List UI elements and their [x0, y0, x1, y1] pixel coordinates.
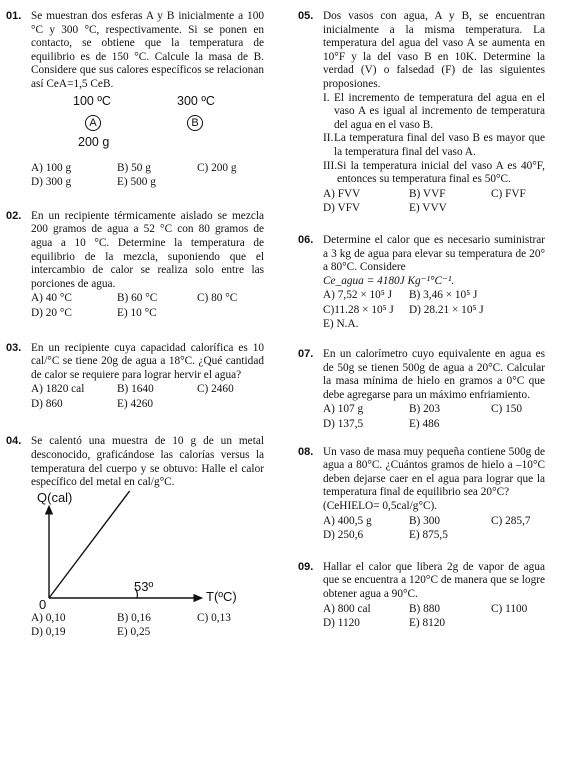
temp-a-label: 100 ºC [73, 93, 111, 108]
options-list [31, 292, 264, 320]
heat-vs-temperature-graph [31, 491, 264, 611]
question-3 [6, 342, 264, 412]
option-d[interactable]: D) 0,19 [31, 626, 66, 639]
temp-b-label: 300 ºC [177, 93, 215, 108]
question-text: En un calorímetro cuyo equivalente en agua es de 50g se tienen 500g de agua a 20°C. Calcular la masa mínima de hielo en gramos a 0°C que debe agregarse para un máximo enfriamiento. [323, 348, 545, 401]
question-5 [298, 10, 545, 216]
option-e[interactable]: E) 0,25 [117, 626, 151, 639]
option-b[interactable]: B) 880 [409, 602, 441, 615]
mass-label: 200 g [78, 134, 110, 149]
option-c[interactable]: C) 80 °C [197, 292, 238, 305]
option-d[interactable]: D) 860 [31, 397, 63, 410]
option-a[interactable]: A) 100 g [31, 161, 72, 174]
question-number: 08. [298, 445, 314, 458]
option-a[interactable]: A) 400,5 g [323, 514, 372, 527]
question-number: 05. [298, 10, 314, 22]
question-number: 03. [6, 341, 22, 354]
option-e[interactable]: E) 10 °C [117, 306, 157, 319]
option-b[interactable]: B) 1640 [117, 383, 154, 396]
question-number: 01. [6, 10, 22, 22]
question-9 [298, 561, 545, 631]
question-1 [6, 10, 264, 190]
option-e[interactable]: E) 8120 [409, 617, 446, 630]
option-c[interactable]: C) 150 [491, 403, 523, 416]
option-d[interactable]: D) VFV [323, 202, 361, 215]
angle-label: 53º [134, 578, 154, 594]
sphere-b: B [187, 115, 203, 131]
option-b[interactable]: B) 60 °C [117, 292, 158, 305]
y-axis-label: Q(cal) [37, 489, 73, 505]
proposition-3: III. Si la temperatura inicial del vaso A es 40°F, entonces su temperatura final es 50°C. [323, 159, 545, 186]
question-number: 02. [6, 209, 22, 222]
specific-heat-formula: Ce_agua = 4180J Kg⁻¹°C⁻¹. [323, 274, 455, 287]
option-a[interactable]: A) 800 cal [323, 602, 371, 615]
option-b[interactable]: B) 50 g [117, 161, 151, 174]
question-text: Se calentó una muestra de 10 g de un metal desconocido, graficándose las calorías versus la temperatura del cuerpo y se obtuvo: Halle el calor específico del metal en cal/g°C. [31, 435, 264, 489]
option-c[interactable]: C) 0,13 [197, 611, 231, 624]
option-b[interactable]: B) 203 [409, 403, 441, 416]
question-number: 04. [6, 435, 22, 448]
question-text: Determine el calor que es necesario suministrar a 3 kg de agua para elevar su temperatura de 20° a 80°C. Considere [323, 233, 545, 274]
option-e[interactable]: E) N.A. [323, 318, 359, 331]
question-8 [298, 446, 545, 543]
options-list [323, 515, 545, 543]
option-d[interactable]: D) 28.21 × 10⁵ J [409, 303, 484, 316]
option-b[interactable]: B) 3,46 × 10⁵ J [409, 289, 478, 302]
options-list [323, 403, 545, 431]
options-list [323, 289, 545, 332]
question-7 [298, 348, 545, 432]
question-4 [6, 435, 264, 640]
right-column [298, 10, 545, 631]
sphere-a: A [85, 115, 101, 131]
option-a[interactable]: A) 40 °C [31, 292, 72, 305]
origin-label: 0 [39, 596, 47, 612]
options-list [323, 188, 545, 216]
question-2 [6, 210, 264, 321]
option-a[interactable]: A) 107 g [323, 403, 364, 416]
option-a[interactable]: A) FVV [323, 187, 361, 200]
option-d[interactable]: D) 20 °C [31, 306, 72, 319]
option-b[interactable]: B) VVF [409, 187, 446, 200]
option-c[interactable]: C) 285,7 [491, 514, 531, 527]
option-c[interactable]: C)11.28 × 10⁵ J [323, 303, 394, 316]
option-a[interactable]: A) 7,52 × 10⁵ J [323, 289, 392, 302]
question-text: Un vaso de masa muy pequeña contiene 500g de agua a 80°C. ¿Cuántos gramos de hielo a –10°C deben dejarse caer en el agua para lograr que la temperatura final de equilibrio sea 20°C? [323, 445, 545, 499]
option-c[interactable]: C) 2460 [197, 383, 234, 396]
question-text: Hallar el calor que libera 2g de vapor de agua que se encuentra a 120°C de manera que se logre obtener agua a 90°C. [323, 560, 545, 600]
proposition-2: II. La temperatura final del vaso B es mayor que la temperatura final del vaso A. [323, 132, 545, 158]
option-e[interactable]: E) 875,5 [409, 529, 448, 542]
option-e[interactable]: E) 486 [409, 418, 440, 431]
question-6 [298, 234, 545, 332]
option-d[interactable]: D) 250,6 [323, 529, 364, 542]
question-number: 07. [298, 348, 314, 361]
ice-specific-heat-note: (CeHIELO= 0,5cal/g°C). [323, 500, 438, 512]
question-number: 06. [298, 233, 314, 246]
option-a[interactable]: A) 0,10 [31, 611, 66, 624]
options-list [31, 383, 264, 411]
question-text: En un recipiente cuya capacidad calorífica es 10 cal/°C se tiene 20g de agua a 18°C. ¿Qué cantidad de calor se requiere para lograr hervir el agua? [31, 341, 264, 381]
option-c[interactable]: C) 200 g [197, 161, 237, 174]
option-d[interactable]: D) 300 g [31, 176, 72, 189]
question-number: 09. [298, 560, 314, 573]
option-d[interactable]: D) 137,5 [323, 418, 364, 431]
options-list [323, 603, 545, 631]
option-e[interactable]: E) 4260 [117, 397, 154, 410]
options-list [31, 612, 264, 640]
option-b[interactable]: B) 0,16 [117, 611, 151, 624]
left-column [6, 10, 264, 640]
option-c[interactable]: C) 1100 [491, 602, 528, 615]
option-e[interactable]: E) 500 g [117, 176, 156, 189]
option-a[interactable]: A) 1820 cal [31, 383, 85, 396]
question-text: Se muestran dos esferas A y B inicialmente a 100 °C y 300 °C, respectivamente. Si se ponen en contacto, se obtiene que la temperatura de equilibrio es de 150 °C. Calcule la masa de B. Considere que sus calores específicos se relacionan así CeA=1,5 CeB. [31, 10, 264, 90]
spheres-figure [31, 93, 264, 159]
question-text: En un recipiente térmicamente aislado se mezcla 200 gramos de agua a 52 °C con 80 gramos de agua a 10 °C. Determine la temperatura de equilibrio de la mezcla, suponiendo que el intercambio de calor se realiza solo entre las porciones de agua. [31, 209, 264, 290]
question-text: Dos vasos con agua, A y B, se encuentran inicialmente a la misma temperatura. La temperatura del agua del vaso A se aumenta en 10°F y la del vaso B en 10K. Determine la verdad (V) o falsedad (F) de las siguientes proposiones. [323, 10, 545, 90]
option-d[interactable]: D) 1120 [323, 617, 360, 630]
option-c[interactable]: C) FVF [491, 187, 526, 200]
option-e[interactable]: E) VVV [409, 202, 447, 215]
proposition-1: I. El incremento de temperatura del agua en el vaso A es igual al incremento de temperatura del agua en el vaso B. [323, 91, 545, 131]
option-b[interactable]: B) 300 [409, 514, 441, 527]
x-axis-label: T(ºC) [206, 588, 237, 604]
options-list [31, 162, 264, 190]
heat-line [49, 491, 145, 598]
